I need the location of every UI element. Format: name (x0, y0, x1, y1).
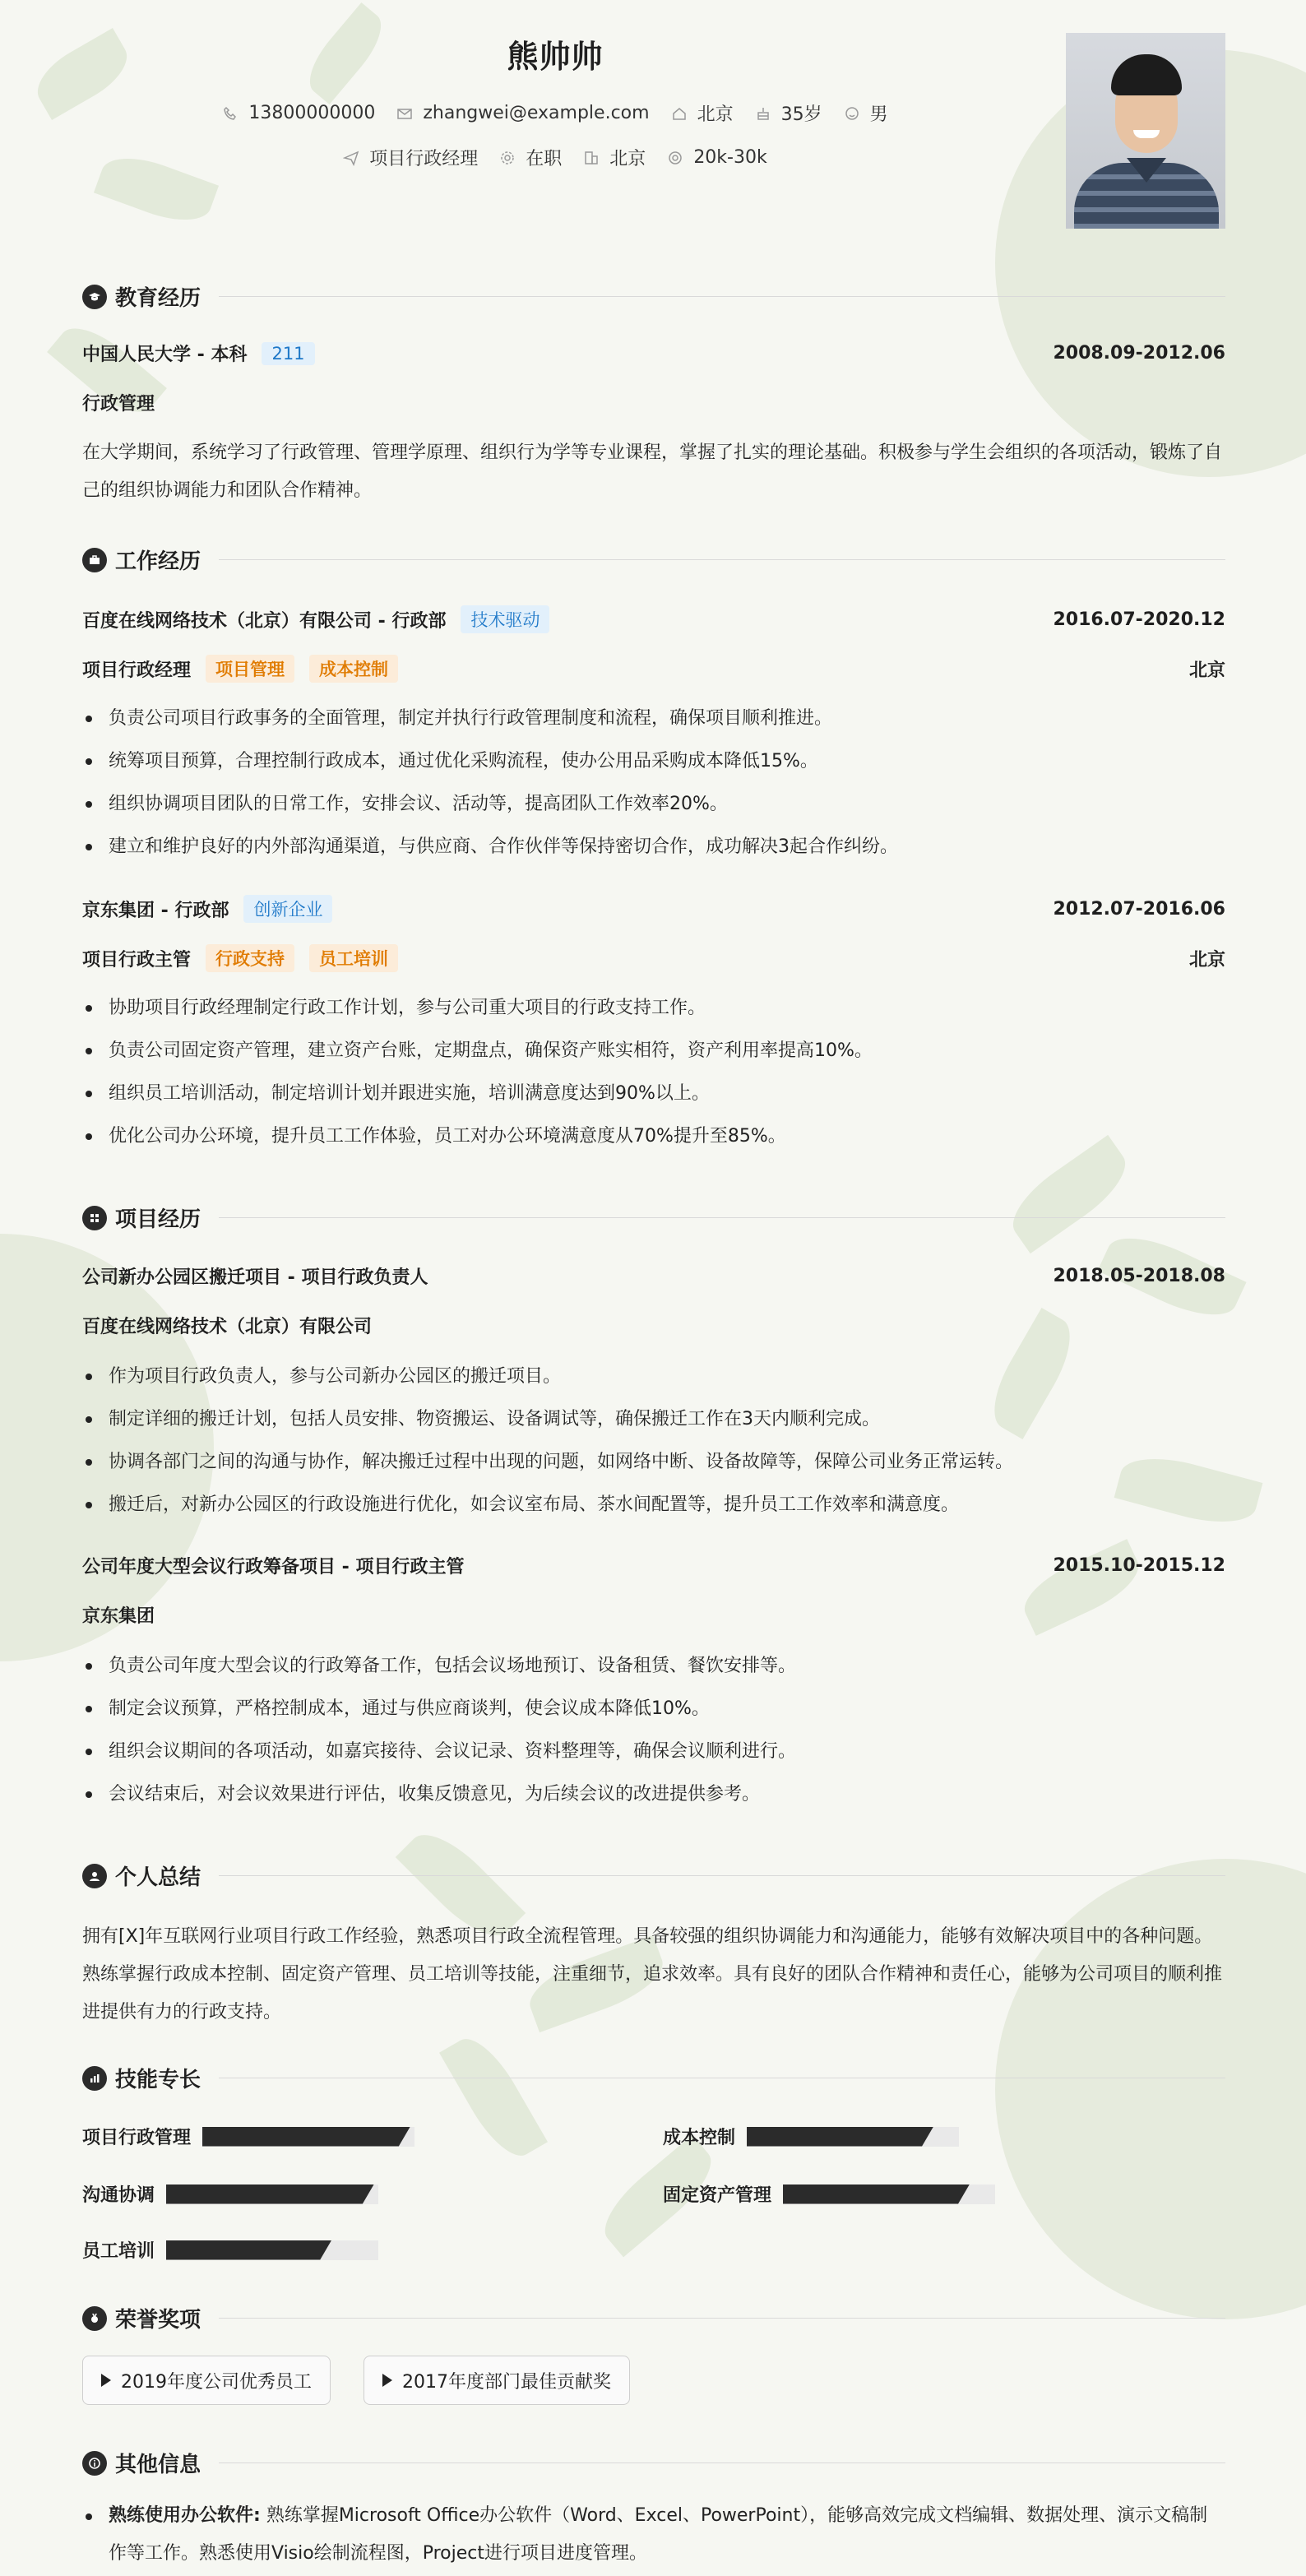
role-tag: 成本控制 (309, 655, 398, 683)
section-other (82, 2448, 1225, 2478)
project-title-row (82, 1553, 1225, 1578)
work-role-row (82, 655, 1225, 683)
list-item: 会议结束后，对会议效果进行评估，收集反馈意见，为后续会议的改进提供参考。 (82, 1773, 1225, 1816)
skill-item (663, 2124, 959, 2149)
work-city: 北京 (1188, 949, 1225, 971)
work-date: 2016.07-2020.12 (1053, 609, 1225, 630)
skill-name: 沟通协调 (82, 2185, 155, 2206)
education-date: 2008.09-2012.06 (1053, 343, 1225, 364)
list-item: 负责公司项目行政事务的全面管理，制定并执行行政管理制度和流程，确保项目顺利推进。 (82, 697, 1225, 740)
work-bullets (82, 987, 1225, 1158)
skill-fill (166, 2240, 331, 2260)
skill-name: 成本控制 (663, 2128, 736, 2148)
list-item: 组织员工培训活动，制定培训计划并跟进实施，培训满意度达到90%以上。 (82, 1073, 1225, 1115)
project-company-row (82, 1313, 1225, 1338)
work-company-row (82, 605, 1225, 633)
send-icon (343, 150, 359, 166)
school-name: 中国人民大学 - 本科 (82, 345, 248, 365)
skill-fill (783, 2185, 970, 2204)
project-company-row (82, 1602, 1225, 1628)
project-bullets (82, 1645, 1225, 1816)
briefcase-icon (82, 548, 107, 572)
skill-name: 员工培训 (82, 2241, 155, 2262)
home-icon (671, 105, 688, 122)
list-item: 协调各部门之间的沟通与协作，解决搬迁过程中出现的问题，如网络中断、设备故障等，保障公司业务正常运转。 (82, 1441, 1225, 1484)
project-date: 2018.05-2018.08 (1053, 1266, 1225, 1286)
user-icon (82, 1864, 107, 1888)
section-title: 项目经历 (115, 1207, 201, 1232)
play-icon (382, 2374, 392, 2387)
skill-name: 项目行政管理 (82, 2128, 192, 2148)
skill-name: 固定资产管理 (663, 2185, 772, 2206)
skill-track (166, 2240, 378, 2260)
project-company: 百度在线网络技术（北京）有限公司 (82, 1317, 373, 1337)
company-tag: 创新企业 (243, 895, 332, 923)
work-date: 2012.07-2016.06 (1053, 898, 1225, 920)
medal-icon (82, 2306, 107, 2331)
work-bullets (82, 697, 1225, 869)
award-item (82, 2356, 331, 2405)
major-row (82, 390, 1225, 415)
section-skills (82, 2063, 1225, 2093)
section-work (82, 544, 1225, 575)
status-item (499, 145, 562, 170)
city-item (583, 145, 646, 170)
award-label: 2019年度公司优秀员工 (121, 2371, 312, 2393)
skill-track (747, 2127, 959, 2147)
skill-fill (747, 2127, 933, 2147)
role: 项目行政主管 (82, 949, 192, 971)
section-title: 其他信息 (115, 2453, 201, 2477)
role-tag: 员工培训 (309, 944, 398, 972)
list-item: 负责公司年度大型会议的行政筹备工作，包括会议场地预订、设备租赁、餐饮安排等。 (82, 1645, 1225, 1688)
project-title: 公司新办公园区搬迁项目 - 项目行政负责人 (82, 1267, 428, 1288)
role-tag: 行政支持 (206, 944, 294, 972)
chart-icon (82, 2066, 107, 2091)
skill-item (663, 2181, 995, 2207)
section-awards (82, 2303, 1225, 2333)
project-title: 公司年度大型会议行政筹备项目 - 项目行政主管 (82, 1557, 465, 1578)
major: 行政管理 (82, 394, 155, 415)
status-value: 在职 (526, 149, 563, 169)
email-item (396, 100, 649, 126)
email-value: zhangwei@example.com (423, 103, 650, 123)
gender-value: 男 (869, 104, 888, 125)
info-icon (82, 2451, 107, 2476)
gender-item (844, 100, 888, 126)
skill-item (82, 2237, 378, 2263)
summary-text: 拥有[X]年互联网行业项目行政工作经验，熟悉项目行政全流程管理。具备较强的组织协调能力和沟通能力，能够有效解决项目中的各种问题。熟练掌握行政成本控制、固定资产管理、员工培训等技能，注重细节，追求效率。具有良好的团队合作精神和责任心，能够为公司项目的顺利推进提供有力的行政支持。 (82, 1926, 1223, 2022)
other-info-item (82, 2497, 1225, 2573)
work-company-row (82, 895, 1225, 923)
project-bullets (82, 1355, 1225, 1527)
play-icon (101, 2374, 111, 2387)
location-value: 北京 (697, 104, 734, 125)
section-summary (82, 1860, 1225, 1891)
project-date: 2015.10-2015.12 (1053, 1555, 1225, 1576)
work-city: 北京 (1188, 660, 1225, 681)
face-icon (844, 105, 860, 122)
coin-icon (667, 150, 683, 166)
list-item: 搬迁后，对新办公园区的行政设施进行优化，如会议室布局、茶水间配置等，提升员工工作效率和满意度。 (82, 1484, 1225, 1527)
salary-item (667, 145, 766, 170)
location-item (671, 100, 734, 126)
skill-fill (166, 2185, 374, 2204)
age-item (755, 100, 822, 126)
list-item: 协助项目行政经理制定行政工作计划，参与公司重大项目的行政支持工作。 (82, 987, 1225, 1030)
salary-value: 20k-30k (693, 147, 767, 168)
company-name: 京东集团 - 行政部 (82, 900, 229, 921)
list-item: 组织协调项目团队的日常工作，安排会议、活动等，提高团队工作效率20%。 (82, 783, 1225, 826)
list-item: 制定会议预算，严格控制成本，通过与供应商谈判，使会议成本降低10%。 (82, 1688, 1225, 1730)
skill-track (783, 2185, 995, 2204)
phone-item (222, 100, 375, 126)
work-role-row (82, 944, 1225, 972)
graduation-cap-icon (82, 285, 107, 309)
education-row (82, 341, 1225, 366)
award-item (364, 2356, 630, 2405)
project-company: 京东集团 (82, 1606, 155, 1627)
skill-fill (202, 2127, 410, 2147)
contact-row (82, 100, 1028, 126)
phone-icon (222, 105, 239, 122)
section-title: 技能专长 (115, 2068, 201, 2092)
company-name: 百度在线网络技术（北京）有限公司 - 行政部 (82, 610, 447, 632)
list-item: 建立和维护良好的内外部沟通渠道，与供应商、合作伙伴等保持密切合作，成功解决3起合作纠纷。 (82, 826, 1225, 869)
other-info-label: 熟练使用办公软件: (109, 2505, 261, 2526)
job-intent-row (82, 145, 1028, 170)
skill-item (82, 2181, 378, 2207)
other-info-text: 熟练掌握Microsoft Office办公软件（Word、Excel、PowerPoint），能够高效完成文档编辑、数据处理、演示文稿制作等工作。熟悉使用Visio绘制流程图，Project进行项目进度管理。 (109, 2505, 1208, 2564)
list-item: 作为项目行政负责人，参与公司新办公园区的搬迁项目。 (82, 1355, 1225, 1398)
section-title: 工作经历 (115, 549, 201, 574)
section-education (82, 281, 1225, 312)
section-title: 个人总结 (115, 1865, 201, 1890)
list-item: 组织会议期间的各项活动，如嘉宾接待、会议记录、资料整理等，确保会议顺利进行。 (82, 1730, 1225, 1773)
section-projects (82, 1202, 1225, 1233)
phone-value: 13800000000 (248, 103, 376, 123)
education-description: 在大学期间，系统学习了行政管理、管理学原理、组织行为学等专业课程，掌握了扎实的理论基础。积极参与学生会组织的各项活动，锻炼了自己的组织协调能力和团队合作精神。 (82, 442, 1223, 501)
role-tag: 项目管理 (206, 655, 294, 683)
company-tag: 技术驱动 (461, 605, 549, 633)
list-item: 负责公司固定资产管理，建立资产台账，定期盘点，确保资产账实相符，资产利用率提高10%。 (82, 1030, 1225, 1073)
cake-icon (755, 105, 771, 122)
position-item (343, 145, 478, 170)
list-item: 统筹项目预算，合理控制行政成本，通过优化采购流程，使办公用品采购成本降低15%。 (82, 740, 1225, 783)
school-tag: 211 (262, 342, 314, 365)
skill-item (82, 2124, 414, 2149)
role: 项目行政经理 (82, 660, 192, 681)
skill-track (166, 2185, 378, 2204)
mail-icon (396, 105, 413, 122)
grid-icon (82, 1206, 107, 1230)
position-value: 项目行政经理 (369, 149, 479, 169)
candidate-name: 熊帅帅 (507, 39, 604, 75)
gear-icon (499, 150, 516, 166)
building-icon (583, 150, 600, 166)
section-title: 教育经历 (115, 286, 201, 311)
section-title: 荣誉奖项 (115, 2308, 201, 2333)
city-value: 北京 (609, 149, 646, 169)
list-item: 优化公司办公环境，提升员工工作体验，员工对办公环境满意度从70%提升至85%。 (82, 1115, 1225, 1158)
list-item: 制定详细的搬迁计划，包括人员安排、物资搬运、设备调试等，确保搬迁工作在3天内顺利完成。 (82, 1398, 1225, 1441)
project-title-row (82, 1263, 1225, 1289)
skill-track (202, 2127, 414, 2147)
avatar (1066, 33, 1225, 229)
award-label: 2017年度部门最佳贡献奖 (402, 2371, 611, 2393)
age-value: 35岁 (780, 104, 822, 125)
